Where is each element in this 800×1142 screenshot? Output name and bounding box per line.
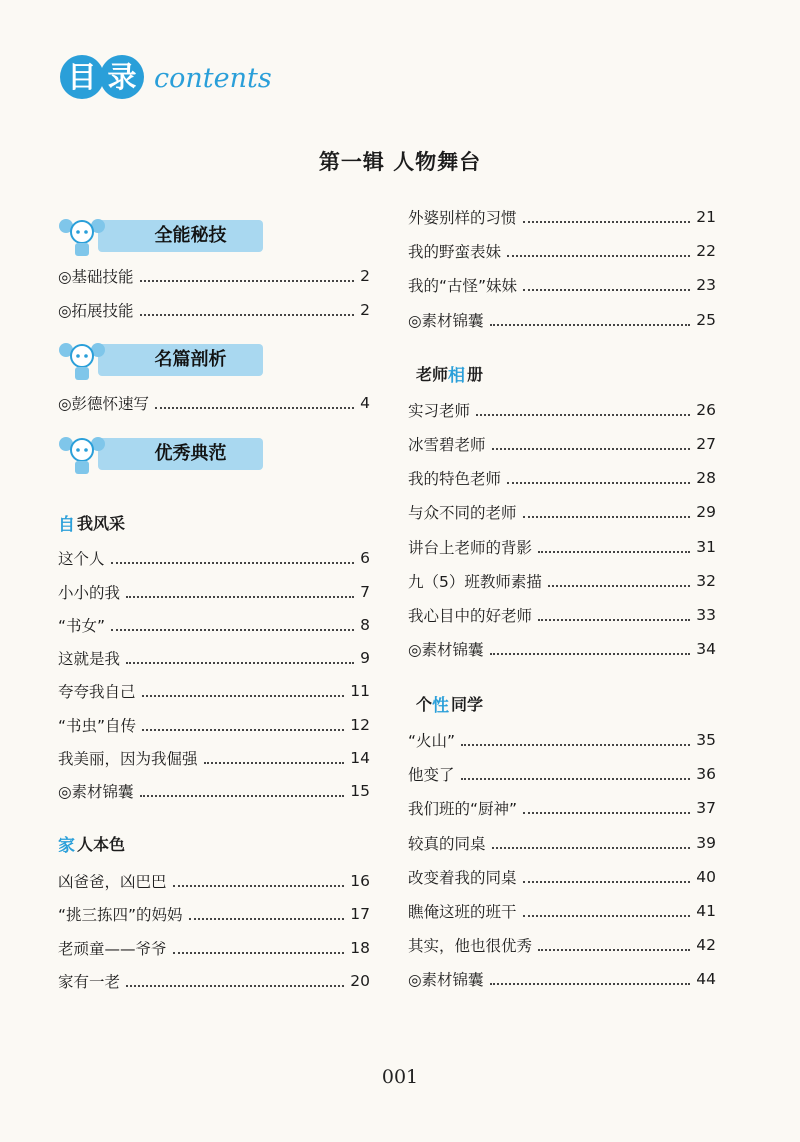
toc-entry[interactable]: 他变了 36 [408,765,716,784]
toc-entry[interactable]: 九（5）班教师素描 32 [408,572,716,591]
logo-char-1: 目 [60,55,104,99]
toc-entry[interactable]: 我心目中的好老师 33 [408,606,716,625]
mascot-icon [58,336,106,384]
part-title: 第一辑 人物舞台 [318,150,482,174]
toc-entry[interactable]: 我的“古怪”妹妹 23 [408,276,716,295]
banner-examples [58,430,263,478]
toc-entry[interactable]: 实习老师 26 [408,401,716,420]
toc-entry[interactable]: 较真的同桌 39 [408,834,716,853]
banner-label: 全能秘技 [154,225,227,246]
banner-label: 优秀典范 [154,443,227,464]
toc-entry[interactable]: “火山” 35 [408,731,716,750]
banner-analysis [58,336,263,384]
toc-entry[interactable]: 改变着我的同桌 40 [408,868,716,887]
toc-entry[interactable]: 家有一老 20 [58,972,370,991]
page-number: 001 [381,1066,419,1088]
toc-entry[interactable]: ◎素材锦囊 25 [408,311,716,330]
logo-char-2: 录 [100,55,144,99]
section-heading: 家 人本色 [58,834,126,856]
toc-entry[interactable]: “书虫”自传 12 [58,716,370,735]
toc-entry[interactable]: ◎拓展技能 2 [58,301,370,320]
toc-entry[interactable]: 我的野蛮表妹 22 [408,242,716,261]
toc-entry[interactable]: 这就是我 9 [58,649,370,668]
section-heading: 个 性 同学 [416,694,484,716]
section-heading: 老师 相 册 [416,364,484,386]
toc-entry[interactable]: 我的特色老师 28 [408,469,716,488]
toc-entry[interactable]: “书女” 8 [58,616,370,635]
mascot-icon [58,212,106,260]
toc-entry[interactable]: 其实，他也很优秀 42 [408,936,716,955]
toc-entry[interactable]: 外婆别样的习惯 21 [408,208,716,227]
toc-entry[interactable]: 凶爸爸，凶巴巴 16 [58,872,370,891]
toc-entry[interactable]: 与众不同的老师 29 [408,503,716,522]
toc-entry[interactable]: ◎彭德怀速写 4 [58,394,370,413]
toc-entry[interactable]: ◎基础技能 2 [58,267,370,286]
toc-entry[interactable]: ◎素材锦囊 34 [408,640,716,659]
toc-entry[interactable]: ◎素材锦囊 15 [58,782,370,801]
banner-label: 名篇剖析 [154,349,227,370]
toc-entry[interactable]: ◎素材锦囊 44 [408,970,716,989]
toc-entry[interactable]: 我们班的“厨神” 37 [408,799,716,818]
logo-english: contents [154,63,272,94]
banner-skills [58,212,263,260]
toc-entry[interactable]: 老顽童——爷爷 18 [58,939,370,958]
toc-entry[interactable]: 讲台上老师的背影 31 [408,538,716,557]
toc-entry[interactable]: 夸夸我自己 11 [58,682,370,701]
toc-entry[interactable]: “挑三拣四”的妈妈 17 [58,905,370,924]
toc-entry[interactable]: 瞧俺这班的班干 41 [408,902,716,921]
toc-entry[interactable]: 我美丽，因为我倔强 14 [58,749,370,768]
toc-entry[interactable]: 小小的我 7 [58,583,370,602]
toc-entry[interactable]: 冰雪碧老师 27 [408,435,716,454]
section-heading: 自 我风采 [58,513,126,535]
toc-entry[interactable]: 这个人 6 [58,549,370,568]
mascot-icon [58,430,106,478]
